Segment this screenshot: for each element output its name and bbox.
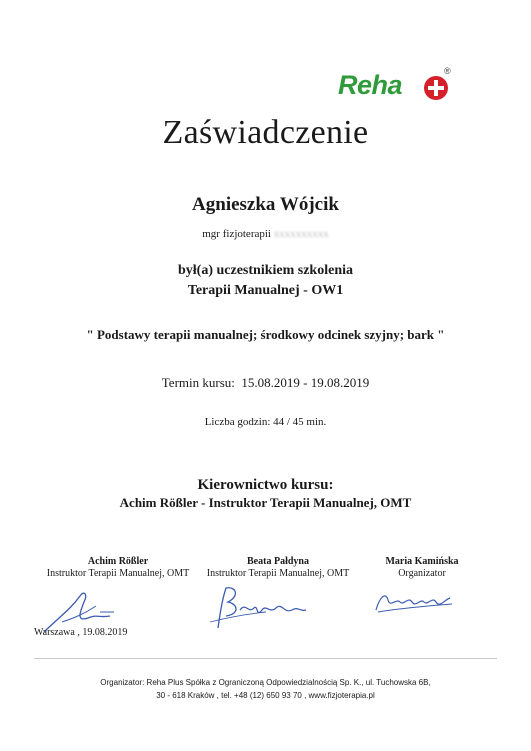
footer-divider (34, 658, 497, 659)
signatory-role: Instruktor Terapii Manualnej, OMT (46, 568, 190, 579)
degree-prefix: mgr fizjoterapii (202, 228, 271, 240)
recipient-name: Agnieszka Wójcik (192, 194, 339, 215)
signatory-role: Organizator (398, 568, 446, 579)
term-label: Termin kursu: (161, 375, 235, 390)
degree-redacted: xxxxxxxxxx (273, 228, 329, 240)
footer-line-2: 30 - 618 Kraków , tel. +48 (12) 650 93 70 , www.fizjoterapia.pl (156, 691, 375, 700)
footer-line-1: Organizator: Reha Plus Spółka z Ograniczoną Odpowiedzialnością Sp. K., ul. Tuchowska 6B, (100, 678, 431, 687)
reha-logo (338, 66, 458, 106)
footer (0, 676, 531, 702)
course-term (0, 375, 531, 391)
signatory-name: Maria Kamińska (385, 556, 459, 567)
city-date: Warszawa , 19.08.2019 (34, 627, 128, 638)
signatory-role: Instruktor Terapii Manualnej, OMT (206, 568, 350, 579)
recipient-degree (0, 228, 531, 240)
course-hours (0, 416, 531, 428)
course-topic: " Podstawy terapii manualnej; środkowy odcinek szyjny; bark " (86, 327, 445, 342)
signatory-1 (38, 556, 198, 580)
term-value: 15.08.2019 - 19.08.2019 (241, 375, 370, 390)
plus-cross-icon (424, 76, 448, 100)
signatory-2 (198, 556, 358, 580)
course-line: Terapii Manualnej - OW1 (187, 283, 344, 298)
leadership-person: Achim Rößler - Instruktor Terapii Manualnej, OMT (119, 495, 412, 510)
signatory-3 (362, 556, 482, 580)
hours-label: Liczba godzin: (204, 416, 271, 428)
participant-line: był(a) uczestnikiem szkolenia (178, 263, 353, 278)
certificate-title: Zaświadczenie (162, 114, 369, 151)
signatory-name: Achim Rößler (87, 556, 149, 567)
hours-value: 44 / 45 min. (273, 416, 327, 428)
logo-wordmark: Reha (338, 70, 403, 100)
signature-2 (206, 584, 316, 634)
leadership-heading: Kierownictwo kursu: (197, 477, 334, 493)
signature-3 (372, 586, 456, 618)
signatory-name: Beata Pałdyna (247, 556, 309, 567)
registered-mark: ® (444, 66, 451, 76)
